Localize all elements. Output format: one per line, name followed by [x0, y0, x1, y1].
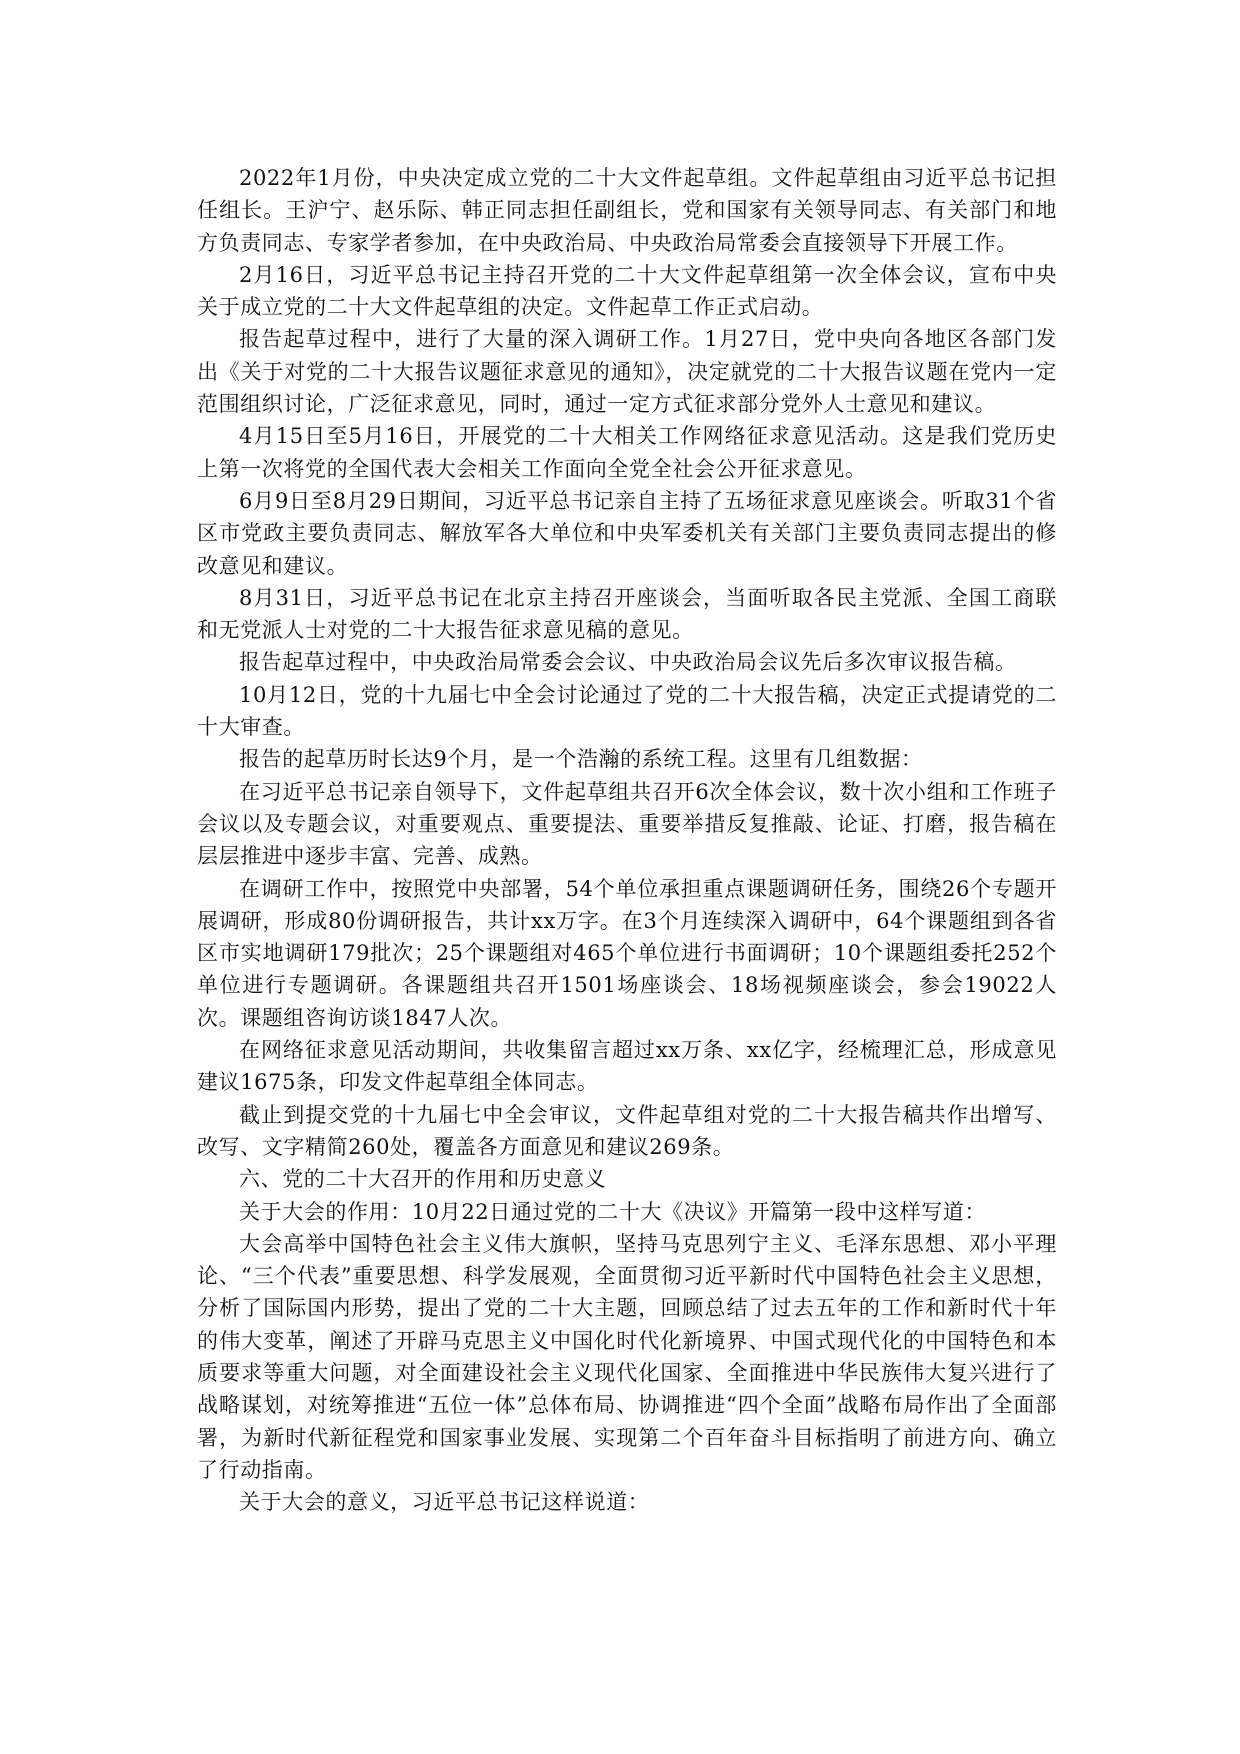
paragraph-research-notice: 报告起草过程中，进行了大量的深入调研工作。1月27日，党中央向各地区各部门发出《关于对党的二十大报告议题征求意见的通知》，决定就党的二十大报告议题在党内一定范围组织讨论，广泛征求意见，同时，通过一定方式征求部分党外人士意见和建议。: [197, 327, 1057, 417]
paragraph-online-consultation: 4月15日至5月16日，开展党的二十大相关工作网络征求意见活动。这是我们党历史上第一次将党的全国代表大会相关工作面向全党全社会公开征求意见。: [197, 424, 1057, 481]
paragraph-drafting-group: 2022年1月份，中央决定成立党的二十大文件起草组。文件起草组由习近平总书记担任组长。王沪宁、赵乐际、韩正同志担任副组长，党和国家有关领导同志、有关部门和地方负责同志、专家学者参加，在中央政治局、中央政治局常委会直接领导下开展工作。: [197, 166, 1057, 255]
paragraph-drafting-duration: 报告的起草历时长达9个月，是一个浩瀚的系统工程。这里有几组数据：: [239, 747, 923, 772]
paragraph-resolution-quote: 大会高举中国特色社会主义伟大旗帜，坚持马克思列宁主义、毛泽东思想、邓小平理论、“三个代表”重要思想、科学发展观，全面贯彻习近平新时代中国特色社会主义思想，分析了国际国内形势，提出了党的二十大主题，回顾总结了过去五年的工作和新时代十年的伟大变革，阐述了开辟马克思主义中国化时代化新境界、中国式现代化的中国特色和本质要求等重大问题，对全面建设社会主义现代化国家、全面推进中华民族伟大复兴进行了战略谋划，对统筹推进“五位一体”总体布局、协调推进“四个全面”战略布局作出了全面部署，为新时代新征程党和国家事业发展、实现第二个百年奋斗目标指明了前进方向、确立了行动指南。: [197, 1231, 1057, 1482]
paragraph-revisions: 截止到提交党的十九届七中全会审议，文件起草组对党的二十大报告稿共作出增写、改写、文字精简260处，覆盖各方面意见和建议269条。: [197, 1102, 1057, 1159]
document-body: [197, 162, 1057, 1518]
paragraph-research-statistics: 在调研工作中，按照党中央部署，54个单位承担重点课题调研任务，围绕26个专题开展调研，形成80份调研报告，共计xx万字。在3个月连续深入调研中，64个课题组到各省区市实地调研179批次；25个课题组对465个单位进行书面调研；10个课题组委托252个单位进行专题调研。各课题组共召开1501场座谈会、18场视频座谈会，参会19022人次。课题组咨询访谈1847人次。: [197, 876, 1057, 1030]
paragraph-plenary-session: 10月12日，党的十九届七中全会讨论通过了党的二十大报告稿，决定正式提请党的二十大审查。: [197, 682, 1057, 740]
paragraph-resolution-intro: 关于大会的作用：10月22日通过党的二十大《决议》开篇第一段中这样写道：: [239, 1199, 987, 1224]
section-heading-significance: 六、党的二十大召开的作用和历史意义: [239, 1167, 607, 1192]
paragraph-symposiums: 6月9日至8月29日期间，习近平总书记亲自主持了五场征求意见座谈会。听取31个省区市党政主要负责同志、解放军各大单位和中央军委机关有关部门主要负责同志提出的修改意见和建议。: [197, 488, 1057, 578]
paragraph-meetings-count: 在习近平总书记亲自领导下，文件起草组共召开6次全体会议，数十次小组和工作班子会议以及专题会议，对重要观点、重要提法、重要举措反复推敲、论证、打磨，报告稿在层层推进中逐步丰富、完善、成熟。: [197, 779, 1057, 869]
paragraph-first-meeting: 2月16日，习近平总书记主持召开党的二十大文件起草组第一次全体会议，宣布中央关于成立党的二十大文件起草组的决定。文件起草工作正式启动。: [197, 262, 1057, 320]
paragraph-online-comments: 在网络征求意见活动期间，共收集留言超过xx万条、xx亿字，经梳理汇总，形成意见建议1675条，印发文件起草组全体同志。: [197, 1038, 1057, 1095]
paragraph-politburo-review: 报告起草过程中，中央政治局常委会会议、中央政治局会议先后多次审议报告稿。: [239, 650, 1017, 675]
paragraph-democratic-parties: 8月31日，习近平总书记在北京主持召开座谈会，当面听取各民主党派、全国工商联和无党派人士对党的二十大报告征求意见稿的意见。: [197, 585, 1057, 643]
paragraph-significance-intro: 关于大会的意义，习近平总书记这样说道：: [239, 1490, 650, 1515]
